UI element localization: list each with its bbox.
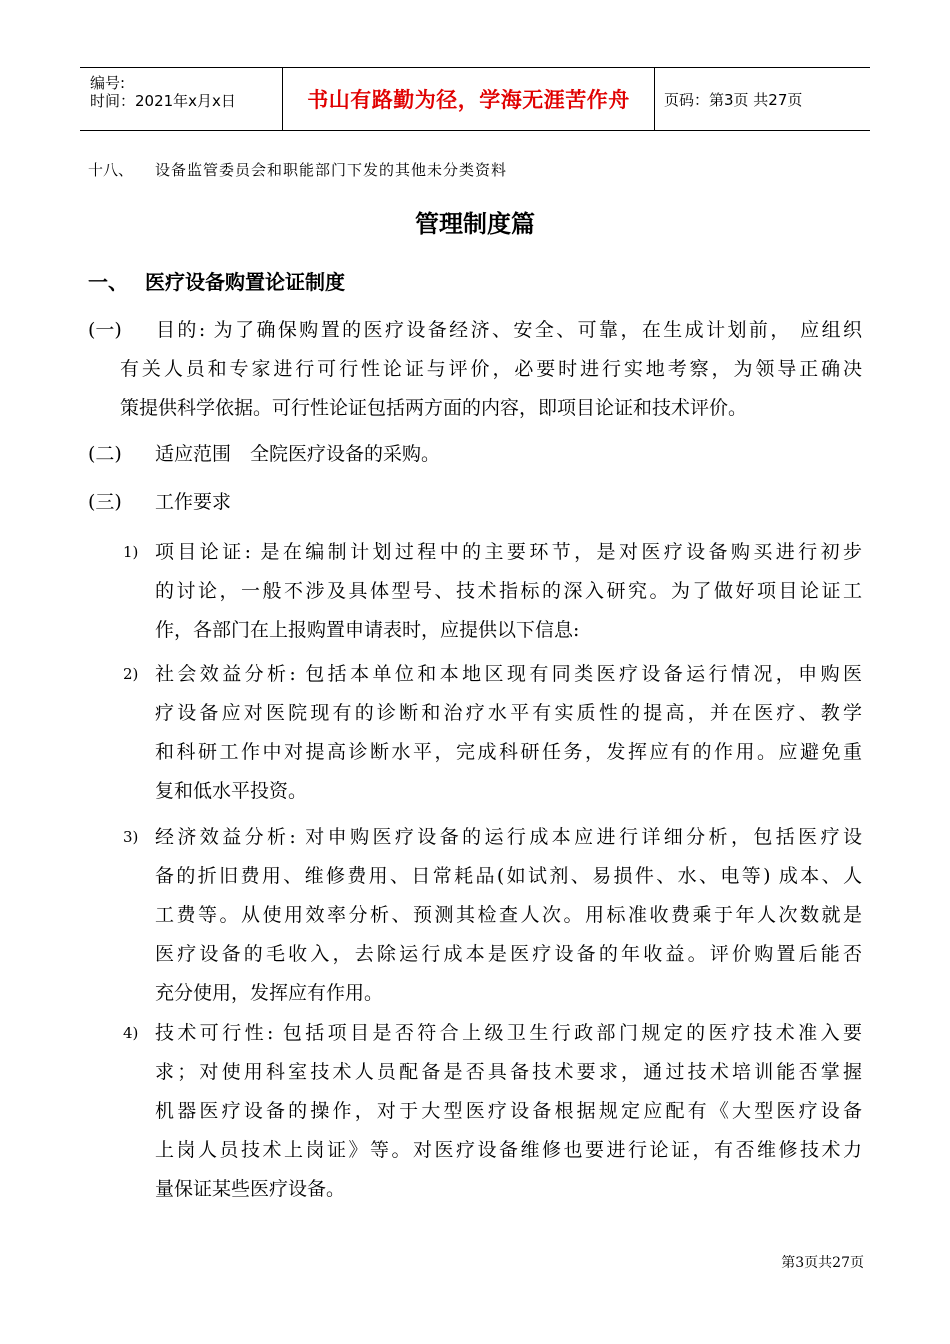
purpose-paragraph	[120, 311, 862, 428]
paragraph-line: 疗设备应对医院现有的诊断和治疗水平有实质性的提高，并在医疗、教学	[155, 702, 862, 724]
item-number: 3)	[123, 828, 139, 846]
header-page-info: 页码：第3页 共27页	[664, 90, 803, 109]
page-title: 管理制度篇	[415, 210, 535, 238]
header-motto: 书山有路勤为径，学海无涯苦作舟	[307, 88, 630, 112]
item-paragraph	[155, 655, 862, 811]
paragraph-line: 作，各部门在上报购置申请表时，应提供以下信息:	[155, 619, 580, 641]
paragraph-line: 备的折旧费用、维修费用、日常耗品(如试剂、易损件、水、电等) 成本、人	[155, 865, 862, 887]
intro-marker: 十八、	[88, 161, 134, 179]
paragraph-line: 社会效益分析: 包括本单位和本地区现有同类医疗设备运行情况，申购医	[155, 663, 862, 685]
paragraph-line: 求；对使用科室技术人员配备是否具备技术要求，通过技术培训能否掌握	[155, 1061, 862, 1083]
paragraph-line: 经济效益分析: 对申购医疗设备的运行成本应进行详细分析，包括医疗设	[155, 826, 862, 848]
paragraph-line: 复和低水平投资。	[155, 780, 308, 802]
scope-text: 适应范围 全院医疗设备的采购。	[155, 443, 441, 465]
paragraph-line: 充分使用，发挥应有作用。	[155, 982, 384, 1004]
intro-text: 设备监管委员会和职能部门下发的其他未分类资料	[155, 161, 508, 179]
paragraph-line: 医疗设备的毛收入，去除运行成本是医疗设备的年收益。评价购置后能否	[155, 943, 862, 965]
paragraph-line: 策提供科学依据。可行性论证包括两方面的内容，即项目论证和技术评价。	[120, 397, 748, 419]
section-marker: 一、	[88, 270, 128, 294]
section-heading: 医疗设备购置论证制度	[145, 270, 345, 294]
page-header	[80, 67, 870, 131]
header-divider	[654, 68, 655, 130]
item-paragraph	[155, 533, 862, 650]
paragraph-line: 有关人员和专家进行可行性论证与评价，必要时进行实地考察，为领导正确决	[120, 358, 862, 380]
paragraph-line: 量保证某些医疗设备。	[155, 1178, 346, 1200]
time-label: 时间：2021年x月x日	[90, 92, 236, 110]
item-paragraph	[155, 1014, 862, 1209]
item-paragraph	[155, 818, 862, 1013]
paragraph-line: 技术可行性: 包括项目是否符合上级卫生行政部门规定的医疗技术准入要	[155, 1022, 862, 1044]
paragraph-line: 上岗人员技术上岗证》等。对医疗设备维修也要进行论证，有否维修技术力	[155, 1139, 862, 1161]
paragraph-line: 工费等。从使用效率分析、预测其检查人次。用标准收费乘于年人次数就是	[155, 904, 862, 926]
sub-marker: (一)	[88, 319, 122, 341]
header-meta	[80, 68, 282, 130]
item-number: 1)	[123, 543, 139, 561]
paragraph-line: 机器医疗设备的操作，对于大型医疗设备根据规定应配有《大型医疗设备	[155, 1100, 862, 1122]
requirements-heading: 工作要求	[155, 491, 232, 513]
paragraph-line: 和科研工作中对提高诊断水平，完成科研任务，发挥应有的作用。应避免重	[155, 741, 862, 763]
paragraph-line: 项目论证: 是在编制计划过程中的主要环节，是对医疗设备购买进行初步	[155, 541, 862, 563]
item-number: 4)	[123, 1024, 139, 1042]
item-number: 2)	[123, 665, 139, 683]
paragraph-line: 目的: 为了确保购置的医疗设备经济、安全、可靠，在生成计划前， 应组织	[156, 319, 862, 341]
paragraph-line: 的讨论，一般不涉及具体型号、技术指标的深入研究。为了做好项目论证工	[155, 580, 862, 602]
number-label: 编号:	[90, 74, 126, 92]
page-footer: 第3页共27页	[781, 1255, 864, 1271]
sub-marker: (二)	[88, 443, 122, 465]
sub-marker: (三)	[88, 491, 122, 513]
